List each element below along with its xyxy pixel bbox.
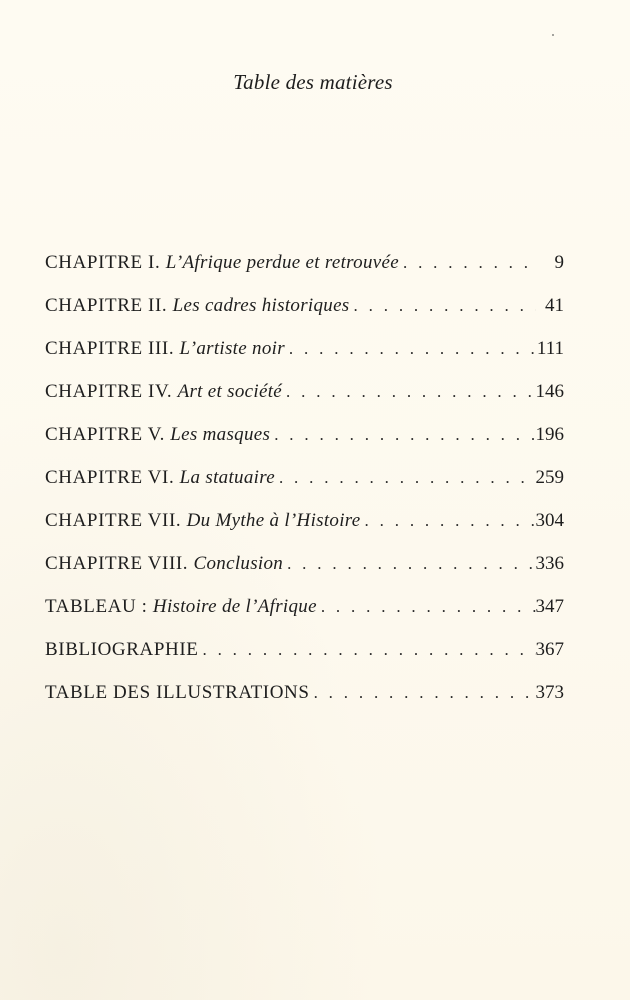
dot-leader [317, 597, 536, 617]
toc-page-number: 111 [536, 338, 564, 359]
toc-entry-prefix: CHAPITRE VIII. [45, 553, 189, 574]
toc-entry[interactable] [45, 596, 564, 639]
toc-page-number: 367 [535, 639, 564, 660]
toc-entry[interactable] [45, 467, 564, 510]
toc-entry-prefix: TABLE DES ILLUSTRATIONS [45, 682, 310, 703]
toc-entry-title: Les masques [170, 424, 271, 445]
toc-entry-label [45, 639, 198, 661]
toc-page-number: 146 [535, 381, 564, 402]
dot-leader [283, 554, 535, 574]
toc-entry[interactable] [45, 338, 564, 381]
toc-entry-title: L’Afrique perdue et retrouvée [165, 252, 399, 273]
dot-leader [361, 511, 536, 531]
toc-entry[interactable] [45, 639, 564, 682]
toc-page-number: 41 [545, 295, 564, 316]
toc-entry-title: Conclusion [193, 553, 284, 574]
dot-leader [270, 425, 535, 445]
toc-entry[interactable] [45, 682, 564, 725]
toc-entry-label [45, 553, 283, 575]
toc-entry-label [45, 596, 317, 618]
toc-entry-prefix: CHAPITRE II. [45, 295, 168, 316]
toc-entry[interactable] [45, 252, 564, 295]
toc-entry-prefix: CHAPITRE I. [45, 252, 161, 273]
toc-entry[interactable] [45, 381, 564, 424]
toc-page-number: 259 [535, 467, 564, 488]
page-title: Table des matières [233, 70, 393, 94]
toc-entry[interactable] [45, 424, 564, 467]
dot-leader [275, 468, 536, 488]
toc-page-number: 304 [535, 510, 564, 531]
paper-speck [552, 34, 554, 36]
dot-leader [399, 253, 536, 273]
toc-entry-title: Histoire de l’Afrique [152, 596, 317, 617]
toc-entry[interactable] [45, 553, 564, 596]
toc-entry-title: Les cadres historiques [172, 295, 350, 316]
dot-leader [198, 640, 535, 660]
toc-entry-label [45, 381, 282, 403]
toc-entry-label [45, 510, 361, 532]
toc-entry-label [45, 682, 310, 704]
toc-page-number: 373 [535, 682, 564, 703]
toc-entry[interactable] [45, 295, 564, 338]
toc-entry-prefix: TABLEAU : [45, 596, 148, 617]
toc-entry-label [45, 252, 399, 274]
toc-entry-prefix: CHAPITRE V. [45, 424, 165, 445]
toc-entry-prefix: CHAPITRE III. [45, 338, 175, 359]
toc-entry-title: Du Mythe à l’Histoire [186, 510, 361, 531]
toc-entry-label [45, 295, 350, 317]
toc-entry-prefix: CHAPITRE VI. [45, 467, 175, 488]
dot-leader [282, 382, 535, 402]
table-of-contents [45, 252, 564, 725]
dot-leader [350, 296, 536, 316]
toc-page-number: 9 [554, 252, 564, 273]
toc-entry-label [45, 424, 270, 446]
toc-page-number: 347 [535, 596, 564, 617]
toc-page-number: 336 [535, 553, 564, 574]
dot-leader [310, 683, 536, 703]
toc-entry-prefix: CHAPITRE VII. [45, 510, 182, 531]
toc-entry[interactable] [45, 510, 564, 553]
toc-entry-label [45, 467, 275, 489]
toc-entry-prefix: CHAPITRE IV. [45, 381, 173, 402]
toc-page-number: 196 [535, 424, 564, 445]
toc-entry-title: Art et société [177, 381, 283, 402]
toc-entry-title: La statuaire [179, 467, 275, 488]
toc-entry-label [45, 338, 285, 360]
toc-entry-prefix: BIBLIOGRAPHIE [45, 639, 199, 660]
toc-entry-title: L’artiste noir [179, 338, 285, 359]
dot-leader [285, 339, 536, 359]
